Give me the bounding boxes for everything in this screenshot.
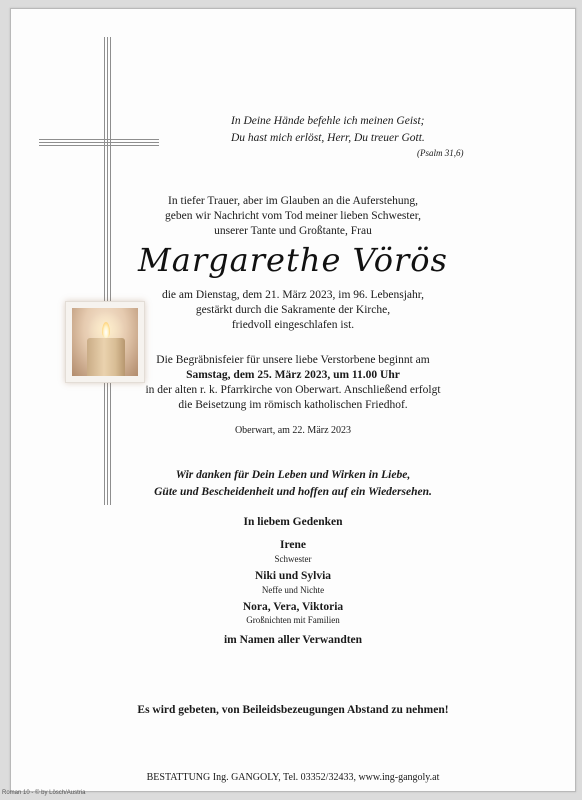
mourner-names: Irene bbox=[280, 539, 306, 551]
place-date: Oberwart, am 22. März 2023 bbox=[234, 425, 352, 436]
funeral-line-4: die Beisetzung im römisch katholischen Friedhof. bbox=[178, 399, 408, 411]
mourner-relation: Großnichten mit Familien bbox=[246, 615, 340, 625]
intro-line-3: unserer Tante und Großtante, Frau bbox=[214, 225, 372, 237]
mourner-relation: Schwester bbox=[274, 554, 312, 564]
death-line-3: friedvoll eingeschlafen ist. bbox=[231, 319, 355, 331]
funeral-home-footer: BESTATTUNG Ing. GANGOLY, Tel. 03352/32433, www.ing-gangoly.at bbox=[146, 772, 440, 783]
funeral-line-3: in der alten r. k. Pfarrkirche von Oberwart. Anschließend erfolgt bbox=[145, 384, 441, 396]
verse-line-2: Du hast mich erlöst, Herr, Du treuer Gott. bbox=[231, 132, 425, 144]
mourners-heading: In liebem Gedenken bbox=[243, 516, 343, 528]
obituary-sheet bbox=[10, 8, 576, 792]
funeral-date: Samstag, dem 25. März 2023, um 11.00 Uhr bbox=[186, 369, 400, 381]
condolence-request: Es wird gebeten, von Beileidsbezeugungen Abstand zu nehmen! bbox=[137, 704, 449, 716]
verse-reference: (Psalm 31,6) bbox=[417, 148, 464, 158]
mourner-relation: Neffe und Nichte bbox=[261, 585, 325, 595]
mourner-names: Niki und Sylvia bbox=[254, 570, 332, 582]
mourners-closing: im Namen aller Verwandten bbox=[223, 634, 363, 646]
deceased-name: Margarethe Vörös bbox=[138, 241, 448, 279]
funeral-line-1: Die Begräbnisfeier für unsere liebe Verstorbene beginnt am bbox=[156, 354, 430, 366]
verse-line-1: In Deine Hände befehle ich meinen Geist; bbox=[231, 115, 425, 127]
intro-line-2: geben wir Nachricht vom Tod meiner lieben Schwester, bbox=[165, 210, 421, 222]
death-line-1: die am Dienstag, dem 21. März 2023, im 96. Lebensjahr, bbox=[161, 289, 425, 301]
thanks-line-1: Wir danken für Dein Leben und Wirken in Liebe, bbox=[175, 469, 411, 481]
mourner-names: Nora, Vera, Viktoria bbox=[242, 601, 344, 613]
death-line-2: gestärkt durch die Sakramente der Kirche, bbox=[195, 304, 391, 316]
thanks-line-2: Güte und Bescheidenheit und hoffen auf ein Wiedersehen. bbox=[154, 486, 432, 498]
design-credit: Roman 10 - © by Lösch/Austria bbox=[2, 790, 86, 796]
intro-line-1: In tiefer Trauer, aber im Glauben an die Auferstehung, bbox=[168, 195, 418, 207]
